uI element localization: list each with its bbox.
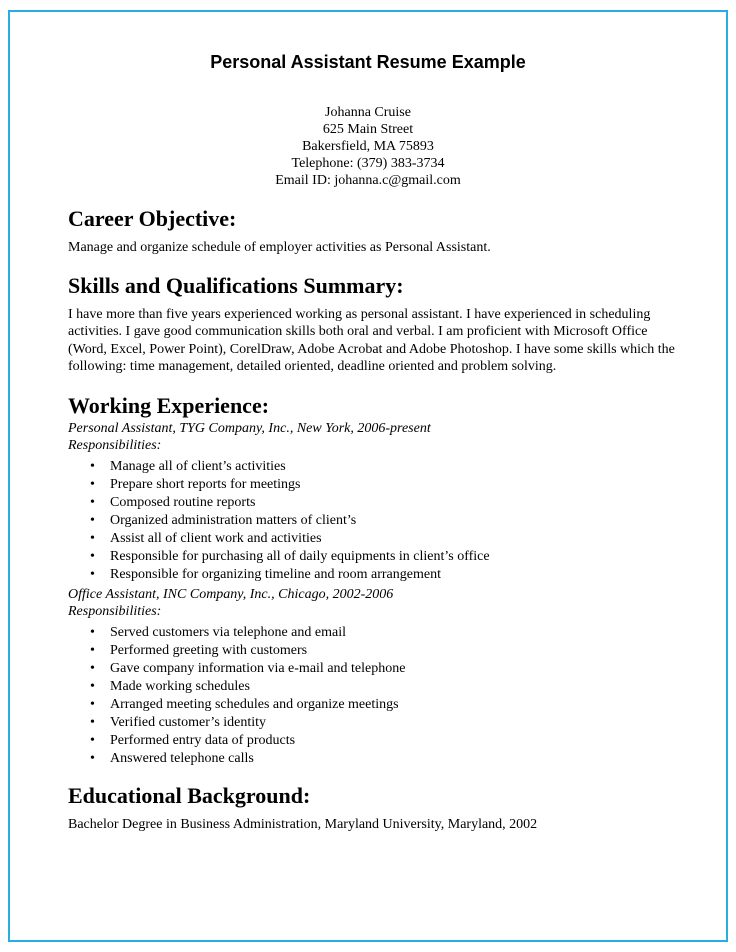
responsibilities-list <box>68 458 678 584</box>
responsibilities-label: Responsibilities: <box>68 603 162 619</box>
bullet-icon: • <box>90 714 95 730</box>
list-item-text: Served customers via telephone and email <box>110 624 346 640</box>
list-item-text: Organized administration matters of client’s <box>110 512 357 528</box>
list-item-text: Answered telephone calls <box>110 750 254 766</box>
list-item <box>68 678 678 696</box>
list-item <box>68 696 678 714</box>
list-item-text: Performed greeting with customers <box>110 642 308 658</box>
work-experience-section <box>68 392 678 768</box>
bullet-icon: • <box>90 696 95 712</box>
education-heading: Educational Background: <box>68 782 311 808</box>
work-experience-heading: Working Experience: <box>68 392 270 418</box>
list-item <box>68 624 678 642</box>
bullet-icon: • <box>90 678 95 694</box>
contact-telephone: Telephone: (379) 383-3734 <box>291 156 445 171</box>
responsibilities-label: Responsibilities: <box>68 437 162 453</box>
bullet-icon: • <box>90 660 95 676</box>
list-item <box>68 530 678 548</box>
list-item <box>68 732 678 750</box>
list-item <box>68 750 678 768</box>
bullet-icon: • <box>90 750 95 766</box>
list-item-text: Responsible for organizing timeline and room arrangement <box>110 566 441 582</box>
list-item-text: Made working schedules <box>110 678 250 694</box>
list-item-text: Manage all of client’s activities <box>110 458 286 474</box>
list-item-text: Composed routine reports <box>110 494 256 510</box>
document-title: Personal Assistant Resume Example <box>210 52 526 72</box>
skills-heading: Skills and Qualifications Summary: <box>68 272 404 298</box>
list-item-text: Gave company information via e-mail and telephone <box>110 660 406 676</box>
list-item <box>68 512 678 530</box>
bullet-icon: • <box>90 642 95 658</box>
list-item-text: Arranged meeting schedules and organize meetings <box>110 696 399 712</box>
education-text: Bachelor Degree in Business Administration, Maryland University, Maryland, 2002 <box>68 816 538 832</box>
list-item <box>68 714 678 732</box>
bullet-icon: • <box>90 494 95 510</box>
contact-email: Email ID: johanna.c@gmail.com <box>275 173 461 188</box>
responsibilities-list <box>68 624 678 768</box>
list-item-text: Assist all of client work and activities <box>110 530 322 546</box>
career-objective-text: Manage and organize schedule of employer activities as Personal Assistant. <box>68 240 491 255</box>
bullet-icon: • <box>90 548 95 564</box>
bullet-icon: • <box>90 530 95 546</box>
bullet-icon: • <box>90 476 95 492</box>
career-objective-section <box>68 205 678 257</box>
list-item-text: Prepare short reports for meetings <box>110 476 301 492</box>
list-item <box>68 660 678 678</box>
list-item <box>68 458 678 476</box>
bullet-icon: • <box>90 732 95 748</box>
skills-section <box>68 272 678 376</box>
list-item <box>68 642 678 660</box>
resume-body <box>68 205 678 833</box>
job-entry <box>68 586 678 768</box>
job-entry <box>68 420 678 584</box>
contact-block <box>0 104 736 189</box>
job-title: Personal Assistant, TYG Company, Inc., New York, 2006-present <box>68 420 431 436</box>
bullet-icon: • <box>90 566 95 582</box>
list-item <box>68 476 678 494</box>
bullet-icon: • <box>90 458 95 474</box>
list-item-text: Responsible for purchasing all of daily equipments in client’s office <box>110 548 490 564</box>
list-item <box>68 548 678 566</box>
job-title: Office Assistant, INC Company, Inc., Chicago, 2002-2006 <box>68 586 394 602</box>
list-item <box>68 566 678 584</box>
bullet-icon: • <box>90 512 95 528</box>
career-objective-heading: Career Objective: <box>68 206 237 231</box>
contact-city: Bakersfield, MA 75893 <box>302 139 434 154</box>
list-item <box>68 494 678 512</box>
list-item-text: Verified customer’s identity <box>110 714 267 730</box>
contact-street: 625 Main Street <box>322 122 414 137</box>
list-item-text: Performed entry data of products <box>110 732 296 748</box>
bullet-icon: • <box>90 624 95 640</box>
contact-name: Johanna Cruise <box>325 105 411 120</box>
skills-text: I have more than five years experienced working as personal assistant. I have experienced in scheduling activities. I gave good communication skills both oral and verbal. I am proficient with Microsoft Office (Word, Excel, Power Point), CorelDraw, Adobe Acrobat and Adobe Photoshop. I have some skills which the following: time management, detailed oriented, deadline oriented and problem solving. <box>68 306 675 374</box>
education-section <box>68 782 678 834</box>
